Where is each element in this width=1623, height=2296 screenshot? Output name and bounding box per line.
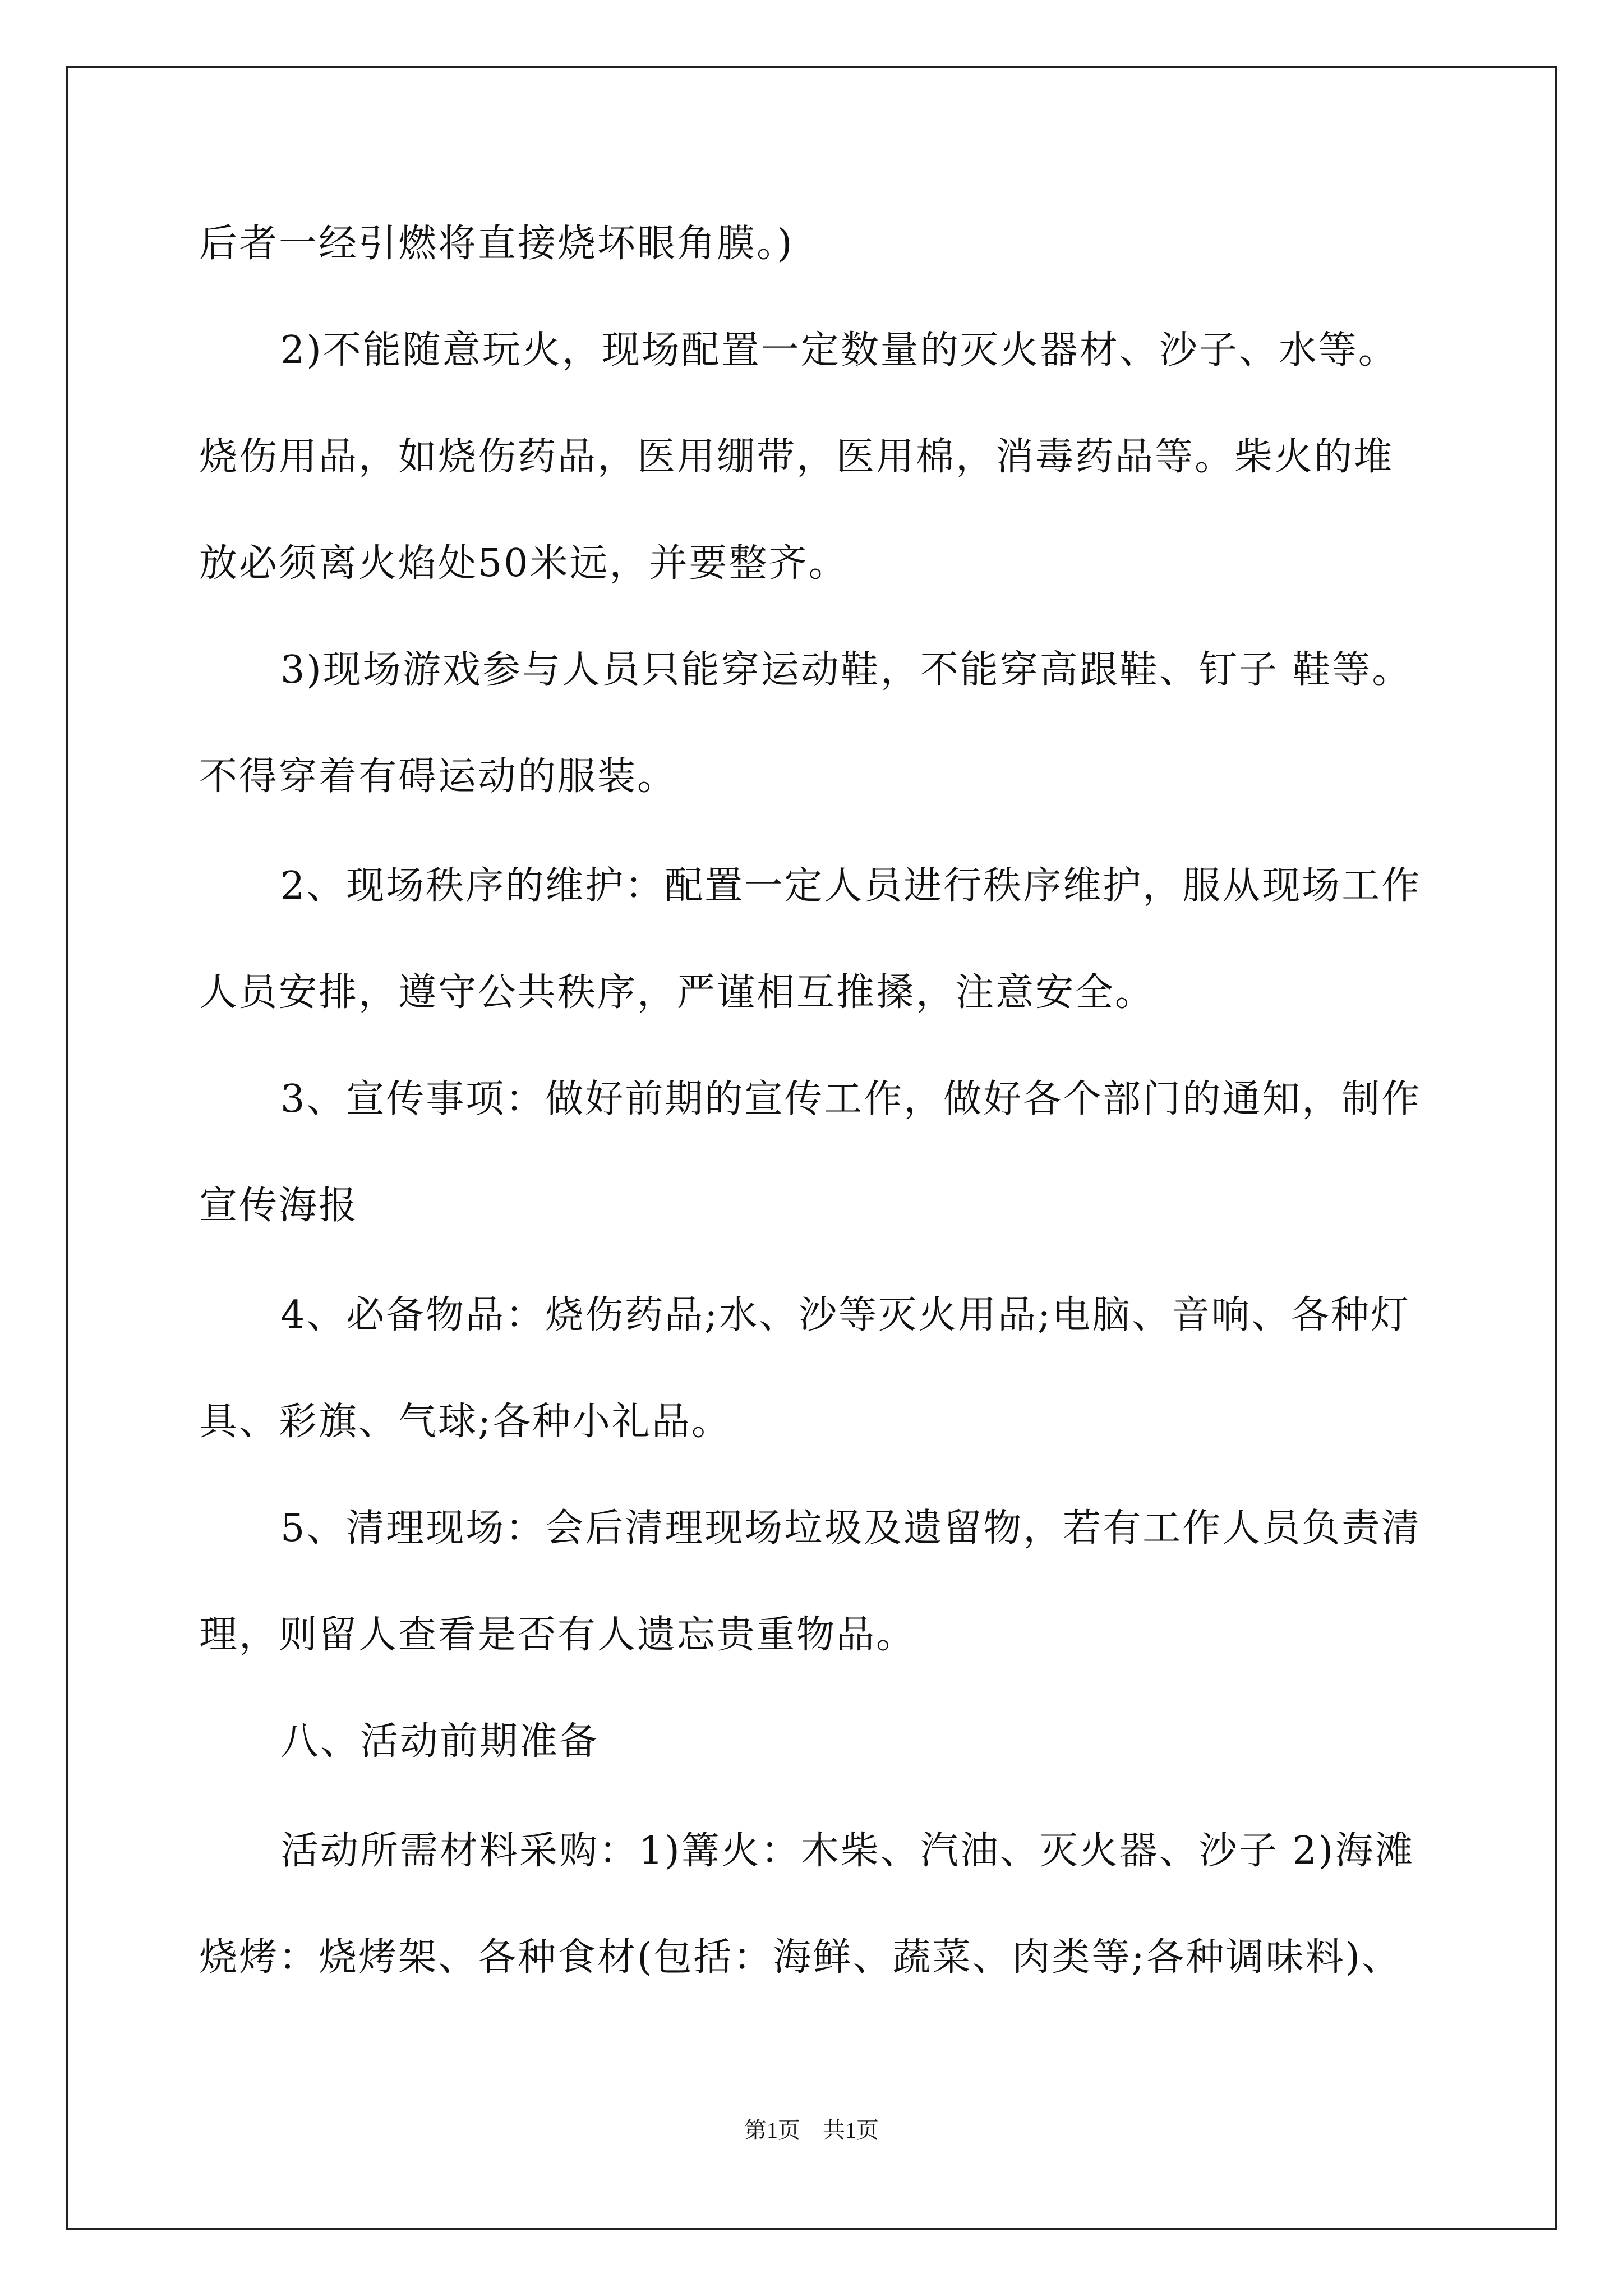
text-line: 5、清理现场：会后清理现场垃圾及遗留物，若有工作人员负责清 — [280, 1506, 1422, 1550]
text-line: 烧伤用品，如烧伤药品，医用绷带，医用棉，消毒药品等。柴火的堆 — [199, 435, 1394, 479]
text-line: 具、彩旗、气球;各种小礼品。 — [199, 1400, 731, 1444]
text-line: 人员安排，遵守公共秩序，严谨相互推搡，注意安全。 — [199, 970, 1155, 1015]
text-line: 4、必备物品：烧伤药品;水、沙等灭火用品;电脑、音响、各种灯 — [280, 1293, 1411, 1337]
text-line: 宣传海报 — [199, 1184, 359, 1228]
text-line: 理，则留人查看是否有人遗忘贵重物品。 — [199, 1613, 916, 1657]
text-line: 放必须离火焰处50米远，并要整齐。 — [199, 541, 849, 586]
page-footer: 第1页 共1页 — [744, 2118, 879, 2143]
text-line: 3)现场游戏参与人员只能穿运动鞋，不能穿高跟鞋、钉子 鞋等。 — [280, 648, 1412, 692]
text-line: 2)不能随意玩火，现场配置一定数量的灭火器材、沙子、水等。 — [280, 328, 1398, 372]
text-line: 3、宣传事项：做好前期的宣传工作，做好各个部门的通知，制作 — [280, 1077, 1422, 1121]
page-border — [66, 66, 1557, 2230]
text-line: 烧烤：烧烤架、各种食材(包括：海鲜、蔬菜、肉类等;各种调味料)、 — [199, 1935, 1401, 1980]
text-line: 不得穿着有碍运动的服装。 — [199, 754, 677, 799]
section-heading: 八、活动前期准备 — [280, 1719, 600, 1764]
text-line: 2、现场秩序的维护：配置一定人员进行秩序维护，服从现场工作 — [280, 864, 1422, 908]
text-line: 活动所需材料采购：1)篝火：木柴、汽油、灭火器、沙子 2)海滩 — [280, 1829, 1415, 1873]
text-line: 后者一经引燃将直接烧坏眼角膜。) — [199, 222, 794, 266]
